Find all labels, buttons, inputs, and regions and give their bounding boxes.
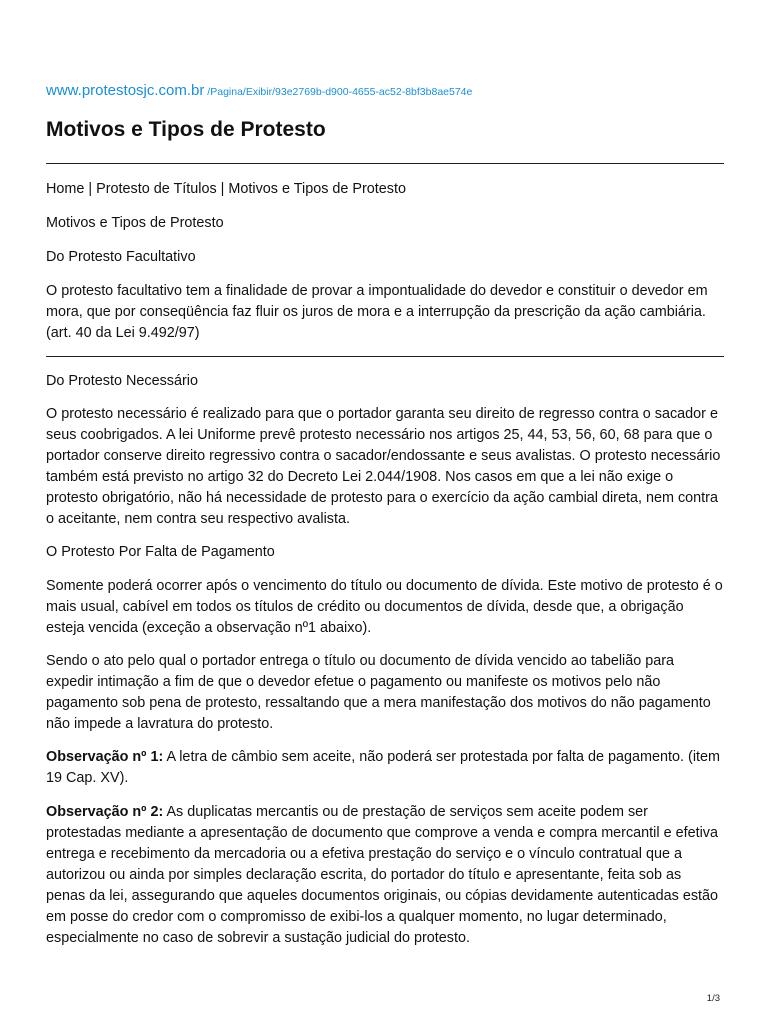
breadcrumb-separator: |	[84, 181, 97, 197]
falta-pagamento-heading: O Protesto Por Falta de Pagamento	[46, 544, 275, 560]
breadcrumb-section[interactable]: Protesto de Títulos	[96, 181, 217, 197]
observacao-2	[46, 802, 724, 949]
source-url[interactable]	[46, 82, 472, 100]
observacao-1-text: A letra de câmbio sem aceite, não poderá ser protestada por falta de pagamento. (item 19 Cap. XV).	[46, 749, 720, 786]
observacao-2-label: Observação nº 2:	[46, 804, 164, 820]
necessario-heading: Do Protesto Necessário	[46, 373, 198, 389]
url-host-link[interactable]: www.protestosjc.com.br	[46, 82, 205, 99]
url-path-link[interactable]: /Pagina/Exibir/93e2769b-d900-4655-ac52-8bf3b8ae574e	[204, 86, 473, 98]
observacao-2-text: As duplicatas mercantis ou de prestação de serviços sem aceite podem ser protestadas mediante a apresentação de documento que comprove a venda e compra mercantil e efetiva entrega e recebimento da mercadoria ou a efetiva prestação do serviço e o vínculo contratual que a autorizou ou ainda por simples declaração escrita, do portador do título e apresentante, feita sob as penas da lei, assegurando que aqueles documentos originais, ou cópias devidamente autenticadas estão em posse do credor com o compromisso de exibi-los a qualquer momento, no lugar determinado, especialmente no caso de sobrevir a sustação judicial do protesto.	[46, 804, 719, 946]
breadcrumb-separator: |	[216, 181, 229, 197]
section-divider	[46, 356, 724, 357]
page-number: 1/3	[706, 993, 720, 1004]
facultativo-heading: Do Protesto Facultativo	[46, 249, 196, 265]
observacao-1	[46, 747, 724, 789]
title-divider	[46, 163, 724, 164]
breadcrumb	[46, 179, 724, 200]
falta-pagamento-paragraph-1: Somente poderá ocorrer após o vencimento do título ou documento de dívida. Este motivo de protesto é o mais usual, cabível em todos os títulos de crédito ou documentos de dívida, desde que, a obrigação esteja vencida (exceção a observação nº1 abaixo).	[46, 578, 723, 636]
breadcrumb-home[interactable]: Home	[46, 181, 85, 197]
facultativo-paragraph: O protesto facultativo tem a finalidade de provar a impontualidade do devedor e constituir o devedor em mora, que por conseqüência faz fluir os juros de mora e a interrupção da prescrição da ação cambiária. (art. 40 da Lei 9.492/97)	[46, 283, 708, 341]
falta-pagamento-paragraph-2: Sendo o ato pelo qual o portador entrega o título ou documento de dívida vencido ao tabelião para expedir intimação a fim de que o devedor efetue o pagamento ou manifeste os motivos pelo não pagamento sob pena de protesto, ressaltando que a mera manifestação dos motivos do não pagamento não impede a lavratura do protesto.	[46, 653, 711, 732]
breadcrumb-current: Motivos e Tipos de Protesto	[228, 181, 406, 197]
observacao-1-label: Observação nº 1:	[46, 749, 164, 765]
necessario-paragraph: O protesto necessário é realizado para que o portador garanta seu direito de regresso contra o sacador e seus coobrigados. A lei Uniforme prevê protesto necessário nos artigos 25, 44, 53, 56, 60, 68 para que o portador conserve direito regressivo contra o sacador/endossante e seus avalistas. O protesto necessário também está previsto no artigo 32 do Decreto Lei 2.044/1908. Nos casos em que a lei não exige o protesto obrigatório, não há necessidade de protesto para o exercício da ação cambial direta, nem contra o aceitante, nem contra seu respectivo avalista.	[46, 406, 721, 527]
content-subtitle: Motivos e Tipos de Protesto	[46, 215, 224, 231]
page-title: Motivos e Tipos de Protesto	[46, 118, 326, 141]
